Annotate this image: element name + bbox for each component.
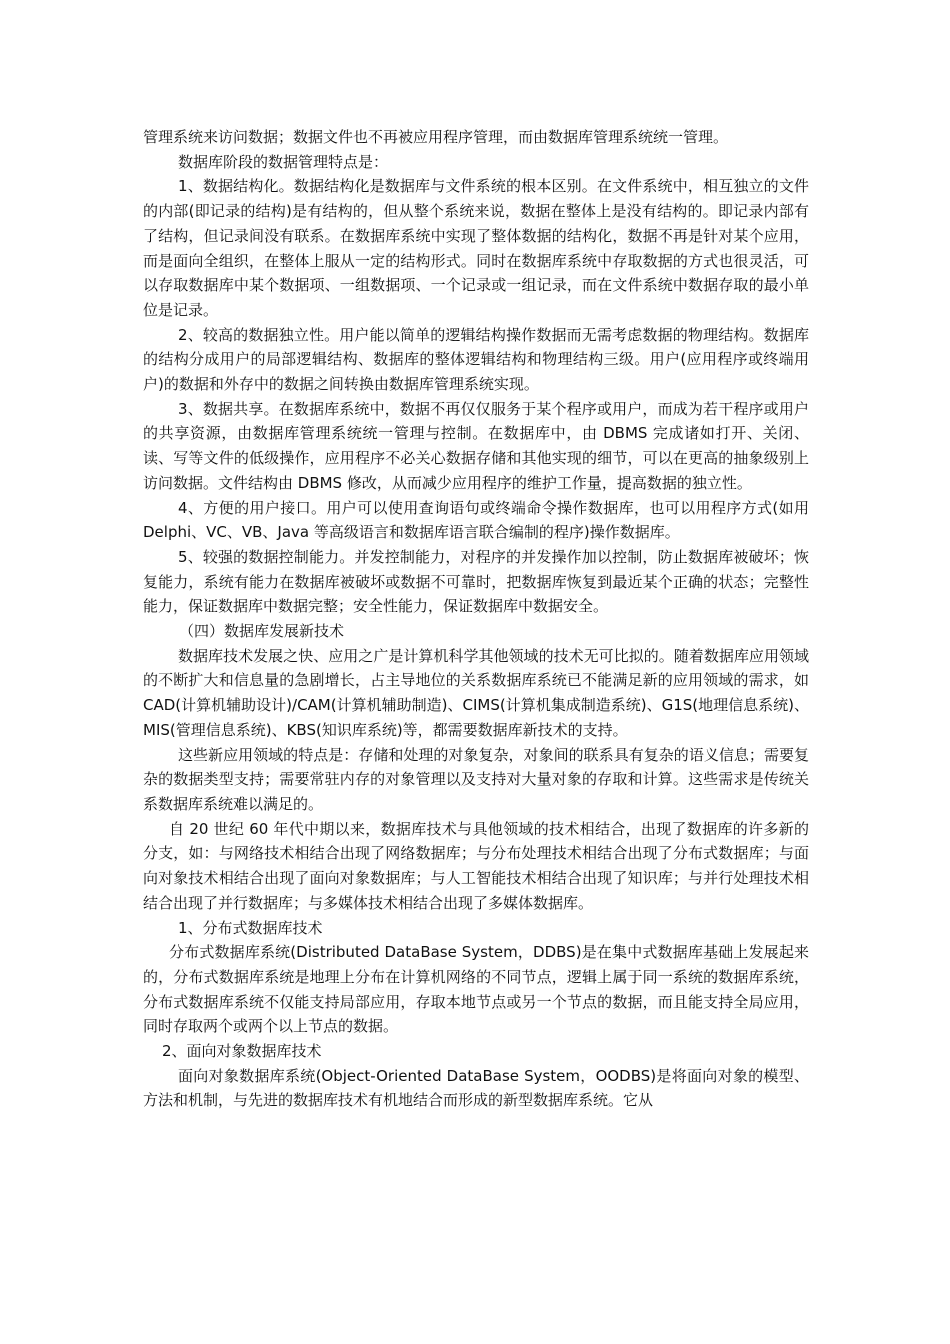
subsection-heading: 2、面向对象数据库技术 bbox=[162, 1042, 322, 1061]
paragraph: 分布式数据库系统(Distributed DataBase System，DDBS)是在集中式数据库基础上发展起来的，分布式数据库系统是地理上分布在计算机网络的不同节点，逻辑上属于同一系统的数据库系统，分布式数据库系统不仅能支持局部应用，存取本地节点或另一个节点的数据，而且能支持全局应用，同时存取两个或两个以上节点的数据。 bbox=[143, 943, 809, 1036]
subsection-heading: 1、分布式数据库技术 bbox=[178, 918, 323, 937]
paragraph: 数据库技术发展之快、应用之广是计算机科学其他领域的技术无可比拟的。随着数据库应用领域的不断扩大和信息量的急剧增长，占主导地位的关系数据库系统已不能满足新的应用领域的需求，如 CAD(计算机辅助设计)/CAM(计算机辅助制造)、CIMS(计算机集成制造系统)、G1S(地理信息系统)、MIS(管理信息系统)、KBS(知识库系统)等，都需要数据库新技术的支持。 bbox=[143, 646, 809, 739]
document-page bbox=[143, 125, 809, 1113]
paragraph: 管理系统来访问数据；数据文件也不再被应用程序管理，而由数据库管理系统统一管理。 bbox=[143, 128, 729, 146]
paragraph: 1、数据结构化。数据结构化是数据库与文件系统的根本区别。在文件系统中，相互独立的文件的内部(即记录的结构)是有结构的，但从整个系统来说，数据在整体上是没有结构的。即记录内部有了结构，但记录间没有联系。在数据库系统中实现了整体数据的结构化，数据不再是针对某个应用，而是面向全组织，在整体上服从一定的结构形式。同时在数据库系统中存取数据的方式也很灵活，可以存取数据库中某个数据项、一组数据项、一个记录或一组记录，而在文件系统中数据存取的最小单位是记录。 bbox=[143, 177, 809, 319]
paragraph: 自 20 世纪 60 年代中期以来，数据库技术与具他领域的技术相结合，出现了数据库的许多新的分支，如：与网络技术相结合出现了网络数据库；与分布处理技术相结合出现了分布式数据库；与面向对象技术相结合出现了面向对象数据库；与人工智能技术相结合出现了知识库；与并行处理技术相结合出现了并行数据库；与多媒体技术相结合出现了多媒体数据库。 bbox=[143, 819, 809, 912]
paragraph: 面向对象数据库系统(Object-Oriented DataBase System，OODBS)是将面向对象的模型、方法和机制，与先进的数据库技术有机地结合而形成的新型数据库系统。它从 bbox=[143, 1066, 809, 1110]
section-heading: （四）数据库发展新技术 bbox=[179, 622, 345, 641]
paragraph: 这些新应用领域的特点是：存储和处理的对象复杂，对象间的联系具有复杂的语义信息；需要复杂的数据类型支持；需要常驻内存的对象管理以及支持对大量对象的存取和计算。这些需求是传统关系数据库系统难以满足的。 bbox=[143, 745, 809, 813]
paragraph: 4、方便的用户接口。用户可以使用查询语句或终端命令操作数据库，也可以用程序方式(如用 Delphi、VC、VB、Java 等高级语言和数据库语言联合编制的程序)操作数据库。 bbox=[143, 498, 809, 542]
paragraph: 数据库阶段的数据管理特点是： bbox=[178, 152, 389, 171]
paragraph: 5、较强的数据控制能力。并发控制能力，对程序的并发操作加以控制，防止数据库被破坏；恢复能力，系统有能力在数据库被破坏或数据不可靠时，把数据库恢复到最近某个正确的状态；完整性能力，保证数据库中数据完整；安全性能力，保证数据库中数据安全。 bbox=[143, 547, 809, 616]
paragraph: 3、数据共享。在数据库系统中，数据不再仅仅服务于某个程序或用户，而成为若干程序或用户的共享资源，由数据库管理系统统一管理与控制。在数据库中，由 DBMS 完成诸如打开、关闭、读、写等文件的低级操作，应用程序不必关心数据存储和其他实现的细节，可以在更高的抽象级别上访问数据。文件结构由 DBMS 修改，从而减少应用程序的维护工作量，提高数据的独立性。 bbox=[143, 399, 809, 492]
paragraph: 2、较高的数据独立性。用户能以简单的逻辑结构操作数据而无需考虑数据的物理结构。数据库的结构分成用户的局部逻辑结构、数据库的整体逻辑结构和物理结构三级。用户(应用程序或终端用户)的数据和外存中的数据之间转换由数据库管理系统实现。 bbox=[143, 325, 809, 394]
